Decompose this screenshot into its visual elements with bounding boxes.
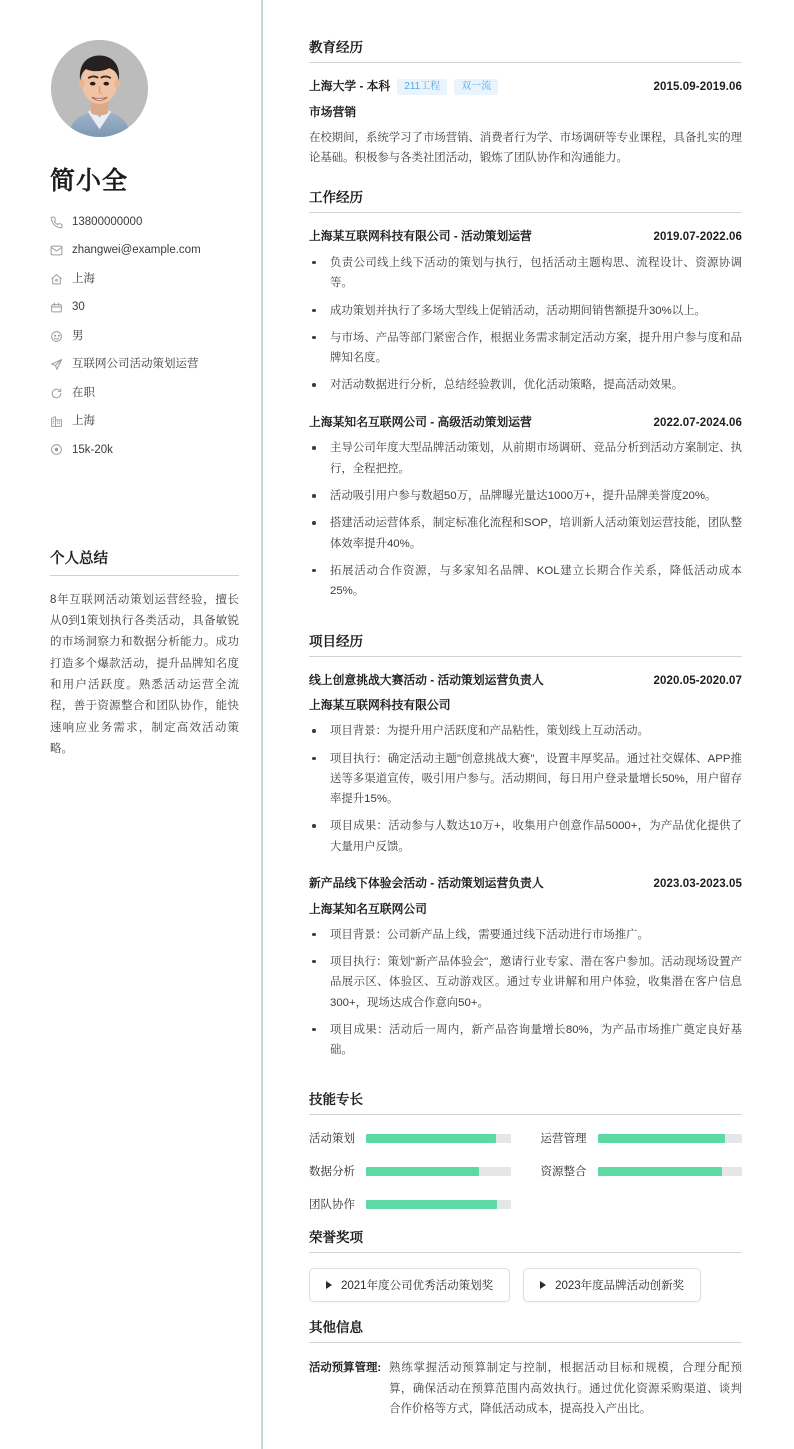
page-title: 简小全 <box>50 167 129 195</box>
entry-header <box>309 672 742 690</box>
list-item: 负责公司线上线下活动的策划与执行，包括活动主题构思、流程设计、资源协调等。 <box>309 253 742 294</box>
project-bullets <box>309 721 742 857</box>
honor-label: 2023年度品牌活动创新奖 <box>555 1280 685 1293</box>
list-item: 项目成果：活动参与人数达10万+，收集用户创意作品5000+，为产品优化提供了大量用户反馈。 <box>309 816 742 857</box>
skill-label: 活动策划 <box>309 1133 355 1146</box>
skill-progress-fill <box>366 1167 479 1176</box>
work-date: 2022.07-2024.06 <box>653 416 742 429</box>
personal-summary-text: 8年互联网活动策划运营经验，擅长从0到1策划执行各类活动，具备敏锐的市场洞察力和数据分析能力。成功打造多个爆款活动，提升品牌知名度和用户活跃度。熟悉活动运营全流程，善于资源整合和团队协作，能快速响应业务需求，制定高效活动策略。 <box>50 593 239 755</box>
home-icon <box>50 273 63 286</box>
list-item: 活动吸引用户参与数超50万，品牌曝光量达1000万+，提升品牌美誉度20%。 <box>309 486 742 506</box>
target-icon <box>50 443 63 456</box>
skill-item <box>309 1163 511 1179</box>
calendar-icon <box>50 301 63 314</box>
skill-progress-fill <box>598 1167 722 1176</box>
contact-value: zhangwei@example.com <box>72 244 201 257</box>
project-entry <box>309 875 742 1060</box>
work-date: 2019.07-2022.06 <box>653 231 742 244</box>
building-icon <box>50 415 63 428</box>
project-title: 新产品线下体验会活动 - 活动策划运营负责人 <box>309 875 544 890</box>
skills-grid <box>309 1130 742 1212</box>
skill-progress-track <box>366 1200 511 1209</box>
honor-chip[interactable] <box>523 1268 701 1302</box>
list-item: 对活动数据进行分析，总结经验教训，优化活动策略，提高活动效果。 <box>309 375 742 395</box>
skill-label: 数据分析 <box>309 1166 355 1179</box>
education-description: 在校期间，系统学习了市场营销、消费者行为学、市场调研等专业课程，具备扎实的理论基础。积极参与各类社团活动，锻炼了团队协作和沟通能力。 <box>309 131 742 164</box>
work-entry <box>309 414 742 602</box>
other-info-text: 熟练掌握活动预算制定与控制，根据活动目标和规模，合理分配预算，确保活动在预算范围内高效执行。通过优化资源采购渠道、谈判合作价格等方式，降低活动成本，提高投入产出比。 <box>389 1362 742 1416</box>
contact-value: 互联网公司活动策划运营 <box>72 358 199 371</box>
triangle-right-icon <box>326 1281 332 1289</box>
education-major: 市场营销 <box>309 104 357 119</box>
skill-progress-fill <box>366 1200 497 1209</box>
skill-progress-track <box>598 1167 743 1176</box>
contact-value: 30 <box>72 301 85 314</box>
refresh-icon <box>50 387 63 400</box>
project-title: 线上创意挑战大赛活动 - 活动策划运营负责人 <box>309 672 544 687</box>
project-bullets <box>309 925 742 1061</box>
list-item: 与市场、产品等部门紧密合作，根据业务需求制定活动方案，提升用户参与度和品牌知名度。 <box>309 328 742 369</box>
contact-value: 在职 <box>72 386 95 399</box>
section-heading-honors: 荣誉奖项 <box>309 1226 742 1253</box>
work-title: 上海某互联网科技有限公司 - 活动策划运营 <box>309 229 532 244</box>
list-item: 项目执行：策划"新产品体验会"，邀请行业专家、潜在客户参加。活动现场设置产品展示区、体验区、互动游戏区。通过专业讲解和用户体验，收集潜在客户信息300+，现场达成合作意向50+。 <box>309 952 742 1013</box>
section-heading-work: 工作经历 <box>309 186 742 213</box>
education-tag-211: 211工程 <box>397 79 447 96</box>
section-heading-education: 教育经历 <box>309 36 742 63</box>
skill-progress-fill <box>598 1134 725 1143</box>
project-date: 2023.03-2023.05 <box>653 877 742 890</box>
sidebar <box>0 0 263 1449</box>
honor-chip[interactable] <box>309 1268 510 1302</box>
work-bullets <box>309 253 742 396</box>
contact-value: 上海 <box>72 272 95 285</box>
section-heading-skills: 技能专长 <box>309 1088 742 1115</box>
skill-progress-track <box>366 1134 511 1143</box>
contact-value: 15k-20k <box>72 443 113 456</box>
skill-progress-track <box>366 1167 511 1176</box>
work-title: 上海某知名互联网公司 - 高级活动策划运营 <box>309 414 532 429</box>
personal-summary-heading: 个人总结 <box>50 547 239 576</box>
project-company: 上海某互联网科技有限公司 <box>309 698 451 713</box>
list-item: 项目背景：公司新产品上线，需要通过线下活动进行市场推广。 <box>309 925 742 945</box>
contact-list <box>50 215 239 471</box>
honors-list <box>309 1268 742 1302</box>
gender-icon <box>50 330 63 343</box>
entry-header <box>309 875 742 893</box>
contact-value: 13800000000 <box>72 216 143 228</box>
contact-item-phone <box>50 215 239 230</box>
contact-item-salary <box>50 443 239 458</box>
contact-item-age <box>50 300 239 315</box>
envelope-icon <box>50 244 63 257</box>
project-company: 上海某知名互联网公司 <box>309 901 427 916</box>
project-date: 2020.05-2020.07 <box>653 674 742 687</box>
work-entry <box>309 228 742 395</box>
contact-item-status <box>50 386 239 401</box>
skill-label: 运营管理 <box>540 1133 587 1146</box>
list-item: 主导公司年度大型品牌活动策划，从前期市场调研、竞品分析到活动方案制定、执行，全程把控。 <box>309 438 742 479</box>
section-honors <box>309 1226 742 1302</box>
section-heading-projects: 项目经历 <box>309 630 742 657</box>
list-item: 成功策划并执行了多场大型线上促销活动，活动期间销售额提升30%以上。 <box>309 301 742 321</box>
contact-item-location <box>50 272 239 287</box>
contact-value: 上海 <box>72 415 95 428</box>
project-entry <box>309 672 742 857</box>
other-info-item <box>309 1358 742 1419</box>
entry-header <box>309 414 742 432</box>
skill-item <box>309 1196 511 1212</box>
entry-header <box>309 228 742 246</box>
education-title-group <box>309 78 498 96</box>
contact-item-email <box>50 243 239 258</box>
contact-item-position <box>50 357 239 372</box>
avatar <box>51 40 148 137</box>
skill-item <box>541 1163 743 1179</box>
phone-icon <box>50 216 63 229</box>
personal-summary-section <box>50 547 239 760</box>
education-school: 上海大学 - 本科 <box>309 79 391 93</box>
list-item: 搭建活动运营体系，制定标准化流程和SOP，培训新人活动策划运营技能，团队整体效率提升40%。 <box>309 513 742 554</box>
education-entry <box>309 78 742 168</box>
education-tag-double-first-class: 双一流 <box>454 79 498 96</box>
contact-item-work-city <box>50 414 239 429</box>
skill-progress-track <box>598 1134 743 1143</box>
paper-plane-icon <box>50 358 63 371</box>
list-item: 拓展活动合作资源，与多家知名品牌、KOL建立长期合作关系，降低活动成本25%。 <box>309 561 742 602</box>
section-skills <box>309 1088 742 1212</box>
skill-label: 资源整合 <box>540 1166 587 1179</box>
contact-value: 男 <box>72 329 84 342</box>
skill-item <box>541 1130 743 1146</box>
section-projects <box>309 630 742 1061</box>
list-item: 项目成果：活动后一周内，新产品咨询量增长80%，为产品市场推广奠定良好基础。 <box>309 1020 742 1061</box>
skill-progress-fill <box>366 1134 496 1143</box>
section-education <box>309 36 742 168</box>
skill-item <box>309 1130 511 1146</box>
contact-item-gender <box>50 329 239 344</box>
other-info-label: 活动预算管理: <box>309 1362 382 1375</box>
entry-header <box>309 78 742 96</box>
list-item: 项目执行：确定活动主题"创意挑战大赛"，设置丰厚奖品。通过社交媒体、APP推送等多渠道宣传，吸引用户参与。活动期间，每日用户登录量增长50%，用户留存率提升15%。 <box>309 749 742 810</box>
honor-label: 2021年度公司优秀活动策划奖 <box>341 1280 494 1293</box>
education-date: 2015.09-2019.06 <box>653 81 742 93</box>
section-other-info <box>309 1316 742 1419</box>
section-work <box>309 186 742 601</box>
triangle-right-icon <box>540 1281 546 1289</box>
list-item: 项目背景：为提升用户活跃度和产品粘性，策划线上互动活动。 <box>309 721 742 741</box>
skill-label: 团队协作 <box>309 1199 355 1212</box>
work-bullets <box>309 438 742 601</box>
section-heading-other-info: 其他信息 <box>309 1316 742 1343</box>
main-content <box>263 0 794 1449</box>
